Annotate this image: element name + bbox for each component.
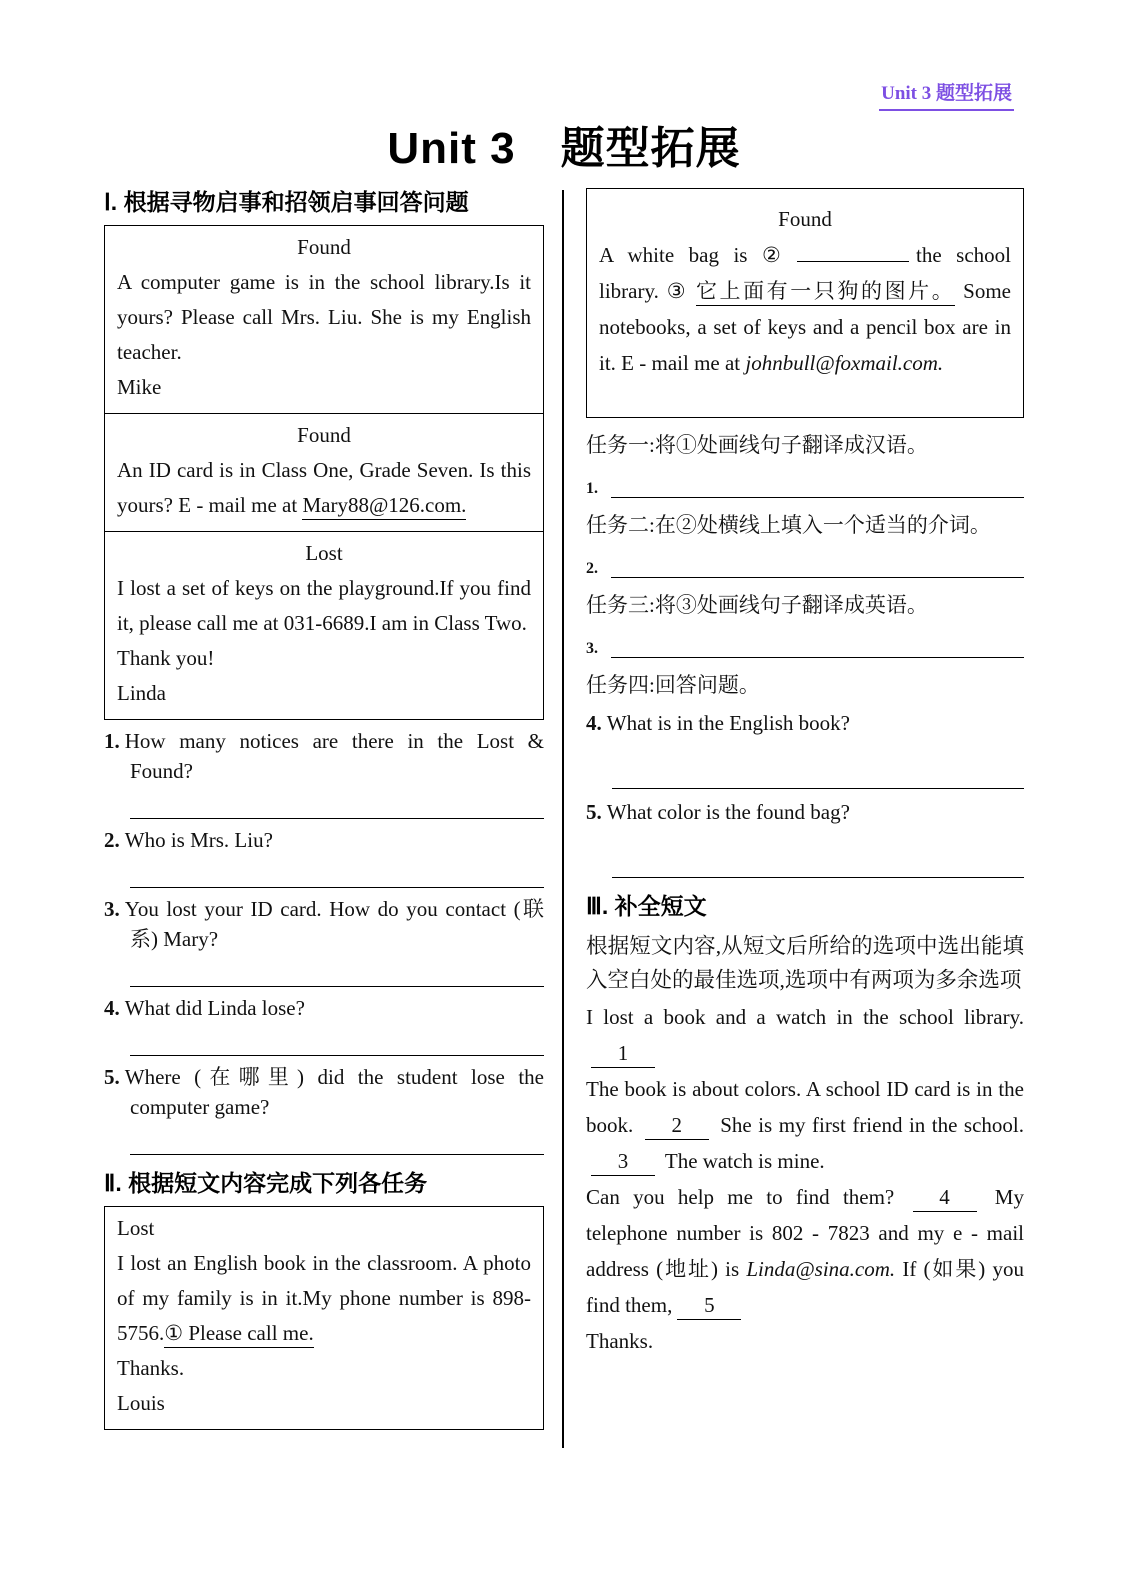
notice-title: Found bbox=[778, 207, 832, 231]
cloze-paragraph-2: The book is about colors. A school ID card is in the book. 2 She is my first friend in the school. 3 The watch is mine. bbox=[586, 1071, 1024, 1179]
task-3-answer-row bbox=[586, 624, 1024, 658]
page-title: Unit 3 题型拓展 bbox=[387, 124, 741, 173]
question-number: 4. bbox=[104, 996, 120, 1020]
answer-line-r4 bbox=[612, 772, 1024, 789]
answer-line-2 bbox=[130, 871, 544, 888]
cloze-paragraph-4: Thanks. bbox=[586, 1329, 654, 1353]
question-1 bbox=[104, 726, 544, 786]
question-number: 3. bbox=[104, 897, 120, 921]
notice-body: I lost a set of keys on the playground.If you find it, please call me at 031-6689.I am in Class Two. bbox=[117, 576, 531, 635]
notice-title: Lost bbox=[117, 1216, 155, 1240]
answer-number: 1. bbox=[586, 480, 598, 497]
section2-heading: Ⅱ. 根据短文内容完成下列各任务 bbox=[104, 1170, 428, 1196]
question-number: 1. bbox=[104, 729, 120, 753]
question-number: 5. bbox=[586, 800, 602, 824]
notice-thanks: Thanks. bbox=[117, 1356, 185, 1380]
question-text: You lost your ID card. How do you contact (联系) Mary? bbox=[124, 897, 544, 951]
cloze-paragraph-1: I lost a book and a watch in the school library. 1 bbox=[586, 999, 1024, 1071]
notice-signature: Linda bbox=[117, 681, 166, 705]
answer-line-5 bbox=[130, 1138, 544, 1155]
answer-line-r5 bbox=[612, 861, 1024, 878]
section3-instructions: 根据短文内容,从短文后所给的选项中选出能填入空白处的最佳选项,选项中有两项为多余选项 bbox=[586, 934, 1024, 992]
notice-body: An ID card is in Class One, Grade Seven. Is this yours? E - mail me at Mary88@126.com. bbox=[117, 453, 531, 523]
notice-signature: Louis bbox=[117, 1391, 165, 1415]
answer-line-3 bbox=[130, 970, 544, 987]
column-divider bbox=[562, 190, 564, 1448]
answer-blank-line bbox=[611, 631, 1024, 658]
notice-lost-keys bbox=[105, 531, 543, 719]
notice-signature: Mike bbox=[117, 375, 162, 399]
cloze-paragraph-3: Can you help me to find them? 4 My telephone number is 802 - 7823 and my e - mail address (地址) is Linda@sina.com. If (如果) you find them, 5 bbox=[586, 1179, 1024, 1323]
question-r4 bbox=[586, 708, 1024, 738]
question-number: 5. bbox=[104, 1065, 120, 1089]
question-number: 4. bbox=[586, 711, 602, 735]
question-text: What did Linda lose? bbox=[124, 996, 305, 1020]
corner-unit-label: Unit 3 题型拓展 bbox=[879, 78, 1014, 111]
question-2 bbox=[104, 825, 544, 855]
answer-blank-line bbox=[611, 471, 1024, 498]
answer-line-4 bbox=[130, 1039, 544, 1056]
question-text: Where (在哪里) did the student lose the computer game? bbox=[124, 1065, 544, 1119]
section3-heading: Ⅲ. 补全短文 bbox=[586, 893, 707, 919]
section1-notice-board bbox=[104, 225, 544, 720]
section1-heading: Ⅰ. 根据寻物启事和招领启事回答问题 bbox=[104, 189, 469, 215]
answer-number: 3. bbox=[586, 640, 598, 657]
section2-found-notice-box bbox=[586, 188, 1024, 418]
question-4 bbox=[104, 993, 544, 1023]
task-3-label: 任务三:将③处画线句子翻译成英语。 bbox=[586, 593, 928, 617]
notice-title: Lost bbox=[305, 541, 343, 565]
notice-body: I lost an English book in the classroom. A photo of my family is in it.My phone number is 898-5756.① Please call me. bbox=[117, 1246, 531, 1351]
question-text: What color is the found bag? bbox=[606, 800, 850, 824]
question-text: How many notices are there in the Lost & Found? bbox=[124, 729, 544, 783]
notice-body: A white bag is ② the school library. ③ 它上面有一只狗的图片。 Some notebooks, a set of keys and a pencil box are in it. E - mail me at johnbull@foxmail.com. bbox=[599, 243, 1011, 375]
task-4-label: 任务四:回答问题。 bbox=[586, 673, 760, 697]
notice-found-computer-game bbox=[105, 226, 543, 413]
right-column bbox=[586, 188, 1024, 1430]
notice-found-id-card bbox=[105, 413, 543, 531]
question-text: What is in the English book? bbox=[606, 711, 850, 735]
notice-body: A computer game is in the school library.Is it yours? Please call Mrs. Liu. She is my English teacher. bbox=[117, 270, 531, 364]
answer-line-1 bbox=[130, 802, 544, 819]
left-column bbox=[104, 188, 544, 1430]
content-columns bbox=[104, 188, 1024, 1430]
question-r5 bbox=[586, 797, 1024, 827]
task-2-answer-row bbox=[586, 544, 1024, 578]
question-5 bbox=[104, 1062, 544, 1122]
notice-thanks: Thank you! bbox=[117, 646, 215, 670]
task-2-label: 任务二:在②处横线上填入一个适当的介词。 bbox=[586, 513, 991, 537]
answer-number: 2. bbox=[586, 560, 598, 577]
notice-lost-english-book bbox=[105, 1207, 543, 1429]
task-1-answer-row bbox=[586, 464, 1024, 498]
question-text: Who is Mrs. Liu? bbox=[124, 828, 273, 852]
question-number: 2. bbox=[104, 828, 120, 852]
answer-blank-line bbox=[611, 551, 1024, 578]
section2-lost-notice-box bbox=[104, 1206, 544, 1430]
task-1-label: 任务一:将①处画线句子翻译成汉语。 bbox=[586, 433, 928, 457]
notice-title: Found bbox=[297, 235, 351, 259]
notice-title: Found bbox=[297, 423, 351, 447]
question-3 bbox=[104, 894, 544, 954]
